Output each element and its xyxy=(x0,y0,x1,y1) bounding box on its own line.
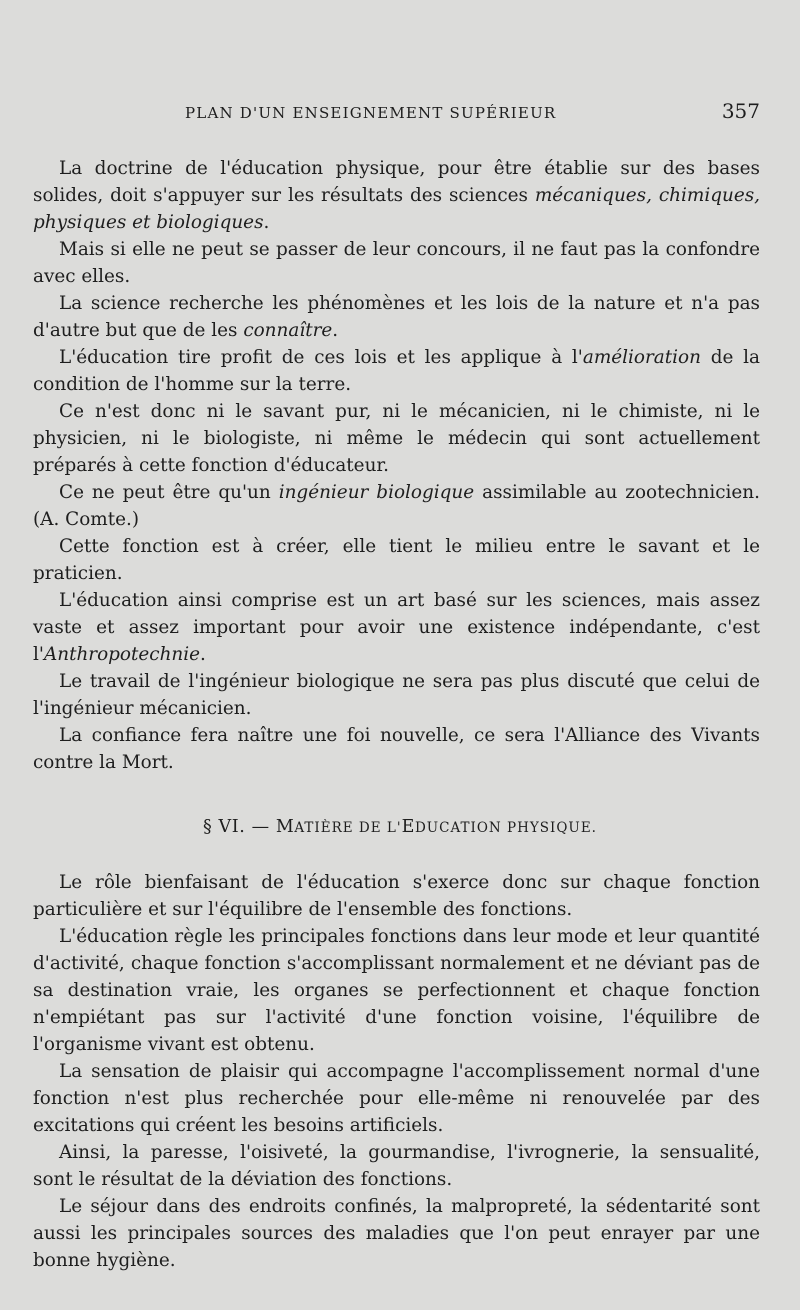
italic-run: Anthropotechnie xyxy=(43,644,201,665)
paragraph xyxy=(33,344,760,398)
paragraph: Le rôle bienfaisant de l'éducation s'exerce donc sur chaque fonction particulière et sur l'équilibre de l'ensemble des fonctions. xyxy=(33,872,760,920)
paragraph: Le travail de l'ingénieur biologique ne sera pas plus discuté que celui de l'ingénieur mécanicien. xyxy=(33,671,760,719)
italic-run: amélioration xyxy=(582,347,701,368)
heading-initial: E xyxy=(401,817,415,837)
text-run: L'éducation tire profit de ces lois et les applique à l' xyxy=(59,347,583,368)
italic-run: connaître xyxy=(243,320,333,341)
section-number: § VI. — xyxy=(203,817,276,837)
text-run: Ce ne peut être qu'un xyxy=(59,482,279,503)
paragraph: La confiance fera naître une foi nouvelle, ce sera l'Alliance des Vivants contre la Mort. xyxy=(33,725,760,773)
paragraph: Le séjour dans des endroits confinés, la malpropreté, la sédentarité sont aussi les principales sources des maladies que l'on peut enrayer par une bonne hygiène. xyxy=(33,1196,760,1271)
paragraph: Ce n'est donc ni le savant pur, ni le mécanicien, ni le chimiste, ni le physicien, ni le biologiste, ni même le médecin qui sont actuellement préparés à cette fonction d'éducateur. xyxy=(33,401,760,476)
text-run: de la condition de l'homme sur la terre. xyxy=(33,347,760,395)
paragraph: L'éducation règle les principales fonctions dans leur mode et leur quantité d'activité, chaque fonction s'accomplissant normalement et ne déviant pas de sa destination vraie, les organes se perfectionnent et chaque fonction n'empiétant pas sur l'activité d'une fonction voisine, l'équilibre de l'organisme vivant est obtenu. xyxy=(33,926,760,1055)
heading-initial: M xyxy=(275,817,295,837)
paragraph: Ainsi, la paresse, l'oisiveté, la gourmandise, l'ivrognerie, la sensualité, sont le résultat de la déviation des fonctions. xyxy=(33,1142,760,1190)
italic-run: mécaniques, chimiques, physiques et biologiques xyxy=(33,185,760,233)
text-run: La doctrine de l'éducation physique, pour être établie sur des bases solides, doit s'appuyer sur les résultats des sciences xyxy=(33,158,760,206)
heading-smallcaps: DUCATION PHYSIQUE. xyxy=(414,820,597,836)
heading-smallcaps: ATIÈRE DE L' xyxy=(294,820,402,836)
paragraph: Mais si elle ne peut se passer de leur concours, il ne faut pas la confondre avec elles. xyxy=(33,239,760,287)
paragraph xyxy=(33,587,760,668)
italic-run: ingénieur biologique xyxy=(278,482,475,503)
running-title: PLAN D'UN ENSEIGNEMENT SUPÉRIEUR xyxy=(185,104,557,122)
page-number: 357 xyxy=(721,99,760,123)
text-block-1 xyxy=(33,155,760,776)
running-header xyxy=(185,99,760,123)
text-run: La science recherche les phénomènes et les lois de la nature et n'a pas d'autre but que de les xyxy=(33,293,760,341)
text-run: . xyxy=(263,212,270,233)
text-run: . xyxy=(332,320,339,341)
section-heading xyxy=(0,817,800,837)
text-block-2 xyxy=(33,869,760,1274)
paragraph xyxy=(33,155,760,236)
text-run: . xyxy=(200,644,206,665)
paragraph: La sensation de plaisir qui accompagne l'accomplissement normal d'une fonction n'est plus recherchée pour elle-même ni renouvelée par des excitations qui créent les besoins artificiels. xyxy=(33,1061,760,1136)
text-run: assimilable au zootechnicien. (A. Comte.) xyxy=(33,482,760,530)
text-run: L'éducation ainsi comprise est un art basé sur les sciences, mais assez vaste et assez important pour avoir une existence indépendante, c'est l' xyxy=(33,590,760,665)
paragraph: Cette fonction est à créer, elle tient le milieu entre le savant et le praticien. xyxy=(33,536,760,584)
paragraph xyxy=(33,290,760,344)
paragraph xyxy=(33,479,760,533)
